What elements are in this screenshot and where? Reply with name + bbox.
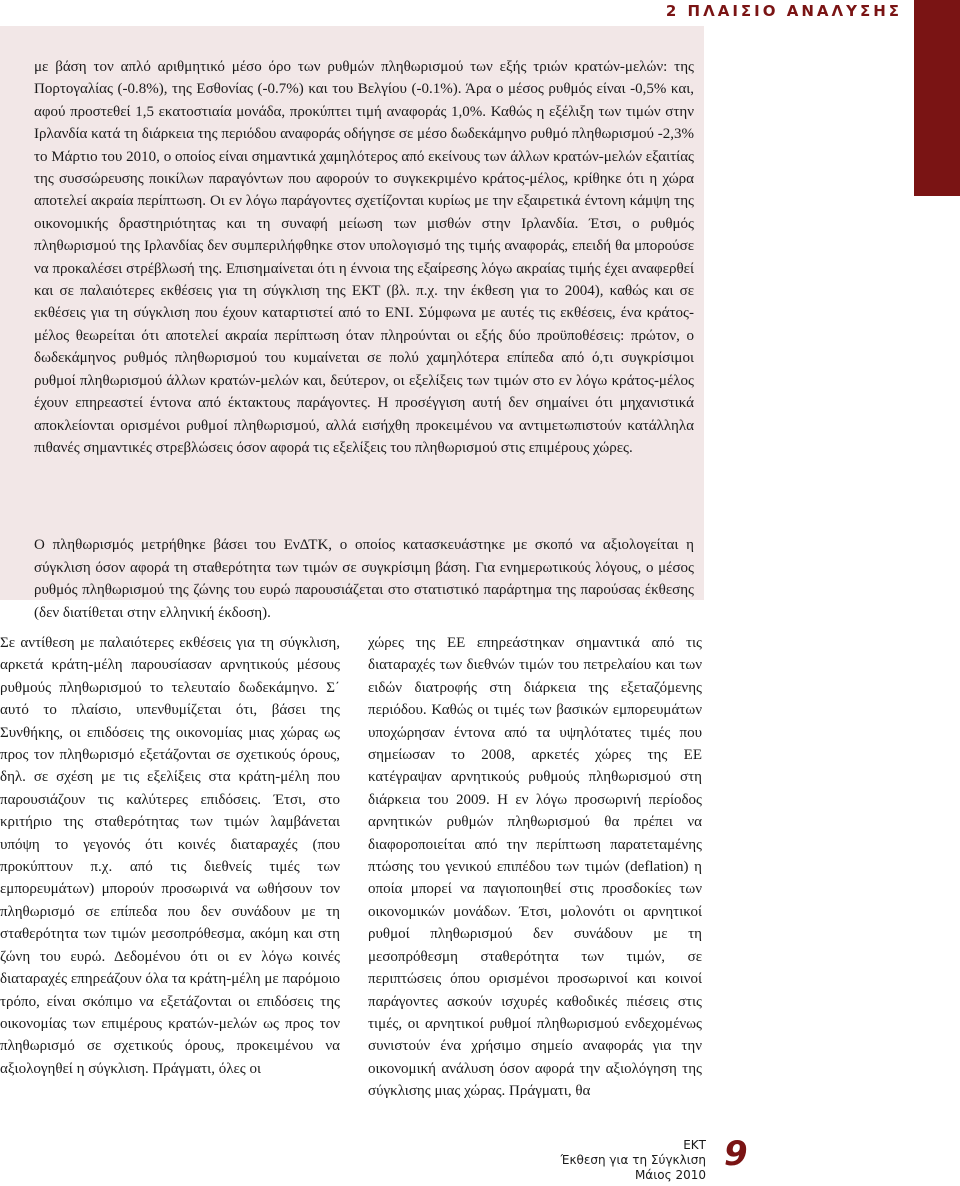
section-tab-marker [914, 0, 960, 196]
right-column-text: χώρες της ΕΕ επηρεάστηκαν σημαντικά από τις διαταραχές των διεθνών τιμών του πετρελαίου και των ειδών διατροφής στη διάρκεια της εξεταζόμενης περιόδου. Καθώς οι τιμές των βασικών εμπορευμάτων υποχώρησαν έντονα από τα υψηλότατες τιμές που σημείωσαν το 2008, αρκετές χώρες της ΕΕ κατέγραψαν αρνητικούς ρυθμούς πληθωρισμού στη διάρκεια του 2009. Η εν λόγω προσωρινή περίοδος αρνητικών ρυθμών πληθωρισμού θα πρέπει να διαφοροποιείται από την περίπτωση παρατεταμένης πτώσης του γενικού επιπέδου των τιμών (deflation) η οποία μπορεί να παγιοποιηθεί στις προσδοκίες των οικονομικών μονάδων. Έτσι, μολονότι οι αρνητικοί ρυθμοί πληθωρισμού δεν συνάδουν με τη μεσοπρόθεσμη σταθερότητα των τιμών, σε περιπτώσεις όπου ορισμένοι προσωρινοί και κοινοί παράγοντες ασκούν ισχυρές καθοδικές πιέσεις στις τιμές, οι αρνητικοί ρυθμοί πληθωρισμού ενδεχομένως συνιστούν ένα χρήσιμο σημείο αναφοράς για την οικονομική ανάλυση όσον αφορά την αξιολόγηση της σύγκλισης μιας χώρας. Πράγματι, θα [368, 635, 702, 1100]
section-header: 2 ΠΛΑΙΣΙΟ ΑΝΑΛΥΣΗΣ [665, 2, 902, 20]
box-footnote: Ο πληθωρισμός μετρήθηκε βάσει του ΕνΔΤΚ, ο οποίος κατασκευάστηκε με σκοπό να αξιολογείται η σύγκλιση όσον αφορά τη σταθερότητα των τιμών σε συγκρίσιμη βάση. Για ενημερωτικούς λόγους, ο μέσος ρυθμός πληθωρισμού της ζώνης του ευρώ παρουσιάζεται στο στατιστικό παράρτημα της παρούσας έκθεσης (δεν διατίθεται στην ελληνική έκδοση). [34, 537, 694, 621]
left-column-text: Σε αντίθεση με παλαιότερες εκθέσεις για τη σύγκλιση, αρκετά κράτη-μέλη παρουσίασαν αρνητικούς μέσους ρυθμούς πληθωρισμού το τελευταίο δωδεκάμηνο. Σ΄ αυτό το πλαίσιο, υπενθυμίζεται ότι, βάσει της Συνθήκης, οι επιδόσεις της οικονομίας μιας χώρας ως προς τον πληθωρισμό εξετάζονται σε σχετικούς όρους, δηλ. σε σχέση με τις εξελίξεις στα κράτη-μέλη που παρουσιάζουν τις καλύτερες επιδόσεις. Έτσι, στο κριτήριο της σταθερότητας των τιμών λαμβάνεται υπόψη το γεγονός ότι κοινές διαταραχές (που προκύπτουν π.χ. από τις διεθνείς τιμές των εμπορευμάτων) μπορούν προσωρινά να ωθήσουν τον πληθωρισμό σε επίπεδα που δεν συνάδουν με τη σταθερότητα των τιμών μεσοπρόθεσμα, ακόμη και στη ζώνη του ευρώ. Δεδομένου ότι οι εν λόγω κοινές διαταραχές επηρεάζουν όλα τα κράτη-μέλη με παρόμοιο τρόπο, είναι σκόπιμο να εξετάζονται οι επιδόσεις της οικονομίας των επιμέρους κρατών-μελών ως προς τον πληθωρισμό σε σχετικούς όρους, προκειμένου να αξιολογηθεί η σύγκλιση. Πράγματι, όλες οι [0, 635, 340, 1077]
page-footer [560, 1138, 706, 1183]
box-body-text: με βάση τον απλό αριθμητικό μέσο όρο των ρυθμών πληθωρισμού των εξής τριών κρατών-μελών: της Πορτογαλίας (-0.8%), της Εσθονίας (-0.7%) και του Βελγίου (-0.1%). Άρα ο μέσος ρυθμός είναι -0,5% και, αφού προστεθεί 1,5 εκατοστιαία μονάδα, προκύπτει τιμή αναφοράς 1,0%. Καθώς η εξέλιξη των τιμών στην Ιρλανδία κατά τη διάρκεια της περιόδου αναφοράς οδήγησε σε μέσο δωδεκάμηνο ρυθμό πληθωρισμού -2,3% το Μάρτιο του 2010, ο οποίος είναι σημαντικά χαμηλότερος από εκείνους των άλλων κρατών-μελών εξαιτίας της συσσώρευσης ποικίλων παραγόντων που αφορούν το συγκεκριμένο κράτος-μέλος, κρίθηκε ότι η χώρα αποτελεί ακραία περίπτωση. Οι εν λόγω παράγοντες σχετίζονται κυρίως με την εξαιρετικά έντονη κάμψη της οικονομικής δραστηριότητας και τη συναφή μείωση των μισθών στην Ιρλανδία. Έτσι, ο ρυθμός πληθωρισμού της Ιρλανδίας δεν συμπεριλήφθηκε στον υπολογισμό της τιμής αναφοράς, επειδή θα μπορούσε να προκαλέσει στρέβλωσή της. Επισημαίνεται ότι η έννοια της εξαίρεσης λόγω ακραίας τιμής έχει αναφερθεί και σε παλαιότερες εκθέσεις για τη σύγκλιση της ΕΚΤ (βλ. π.χ. την έκθεση για το 2004), καθώς και σε εκθέσεις για τη σύγκλιση που έχουν καταρτιστεί από το ΕΝΙ. Σύμφωνα με αυτές τις εκθέσεις, ένα κράτος-μέλος θεωρείται ότι αποτελεί ακραία περίπτωση όταν πληρούνται οι εξής δύο προϋποθέσεις: πρώτον, ο δωδεκάμηνος ρυθμός πληθωρισμού του κυμαίνεται σε πολύ χαμηλότερα επίπεδα από ό,τι συγκρίσιμοι ρυθμοί πληθωρισμού άλλων κρατών-μελών και, δεύτερον, οι εξελίξεις των τιμών στο εν λόγω κράτος-μέλος έχουν επηρεαστεί έντονα από έκτακτους παράγοντες. Η προσέγγιση αυτή δεν σημαίνει ότι μηχανιστικά αποκλείονται ορισμένοι ρυθμοί πληθωρισμού, αλλά εισήχθη προκειμένου να αντιμετωπιστούν κατάλληλα πιθανές σημαντικές στρεβλώσεις όσον αφορά τις εξελίξεις του πληθωρισμού στις επιμέρους χώρες. [34, 59, 694, 456]
footer-publication: Έκθεση για τη Σύγκλιση [560, 1153, 706, 1167]
page-number: 9 [724, 1134, 748, 1174]
footer-date: Μάιος 2010 [634, 1168, 706, 1182]
box-body [34, 56, 694, 459]
footer-org: ΕΚΤ [683, 1138, 706, 1152]
analysis-box [0, 26, 704, 621]
